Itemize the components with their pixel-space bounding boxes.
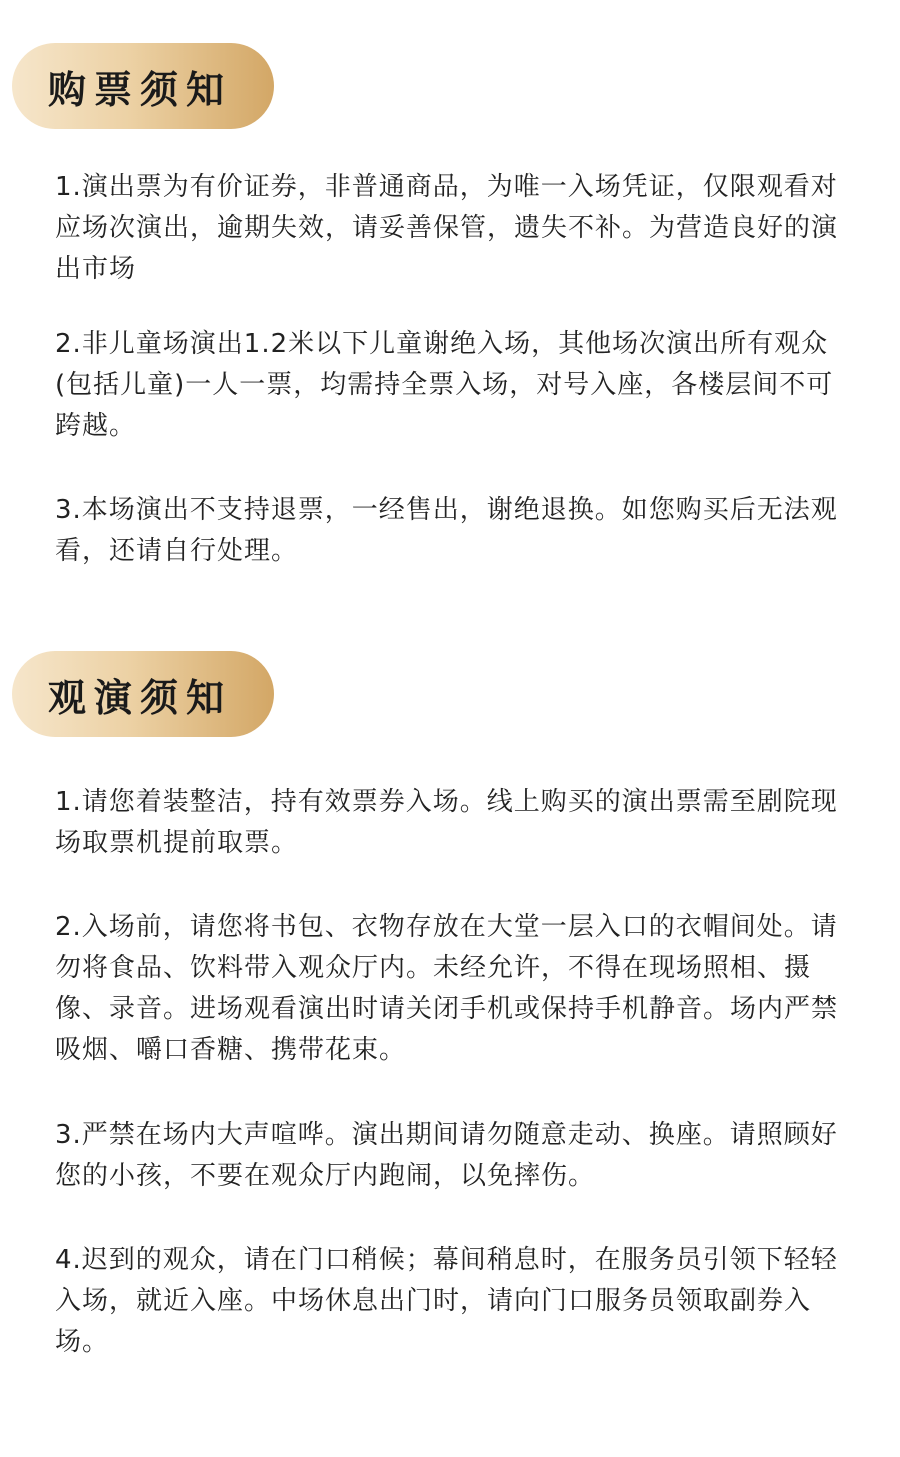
viewing-notice-item-4: 4.迟到的观众，请在门口稍候；幕间稍息时，在服务员引领下轻轻入场，就近入座。中场休息出门时，请向门口服务员领取副券入场。 (55, 1245, 838, 1357)
viewing-notice-item-3: 3.严禁在场内大声喧哗。演出期间请勿随意走动、换座。请照顾好您的小孩，不要在观众厅内跑闹，以免摔伤。 (55, 1120, 838, 1191)
ticket-purchase-item-1: 1.演出票为有价证券，非普通商品，为唯一入场凭证，仅限观看对应场次演出，逾期失效，请妥善保管，遗失不补。为营造良好的演出市场 (55, 172, 839, 284)
ticket-purchase-item-3: 3.本场演出不支持退票，一经售出，谢绝退换。如您购买后无法观看，还请自行处理。 (55, 495, 838, 566)
viewing-notice-item-2: 2.入场前，请您将书包、衣物存放在大堂一层入口的衣帽间处。请勿将食品、饮料带入观众厅内。未经允许，不得在现场照相、摄像、录音。进场观看演出时请关闭手机或保持手机静音。场内严禁吸烟、嚼口香糖、携带花束。 (55, 912, 839, 1065)
viewing-notice-item-1: 1.请您着装整洁，持有效票券入场。线上购买的演出票需至剧院现场取票机提前取票。 (55, 787, 838, 858)
viewing-notice-header (12, 651, 274, 737)
ticket-purchase-title: 购票须知 (48, 67, 233, 112)
ticket-purchase-item-2: 2.非儿童场演出1.2米以下儿童谢绝入场，其他场次演出所有观众(包括儿童)一人一票，均需持全票入场，对号入座，各楼层间不可跨越。 (55, 329, 834, 441)
viewing-notice-title: 观演须知 (48, 675, 233, 720)
ticket-purchase-header (12, 43, 274, 129)
